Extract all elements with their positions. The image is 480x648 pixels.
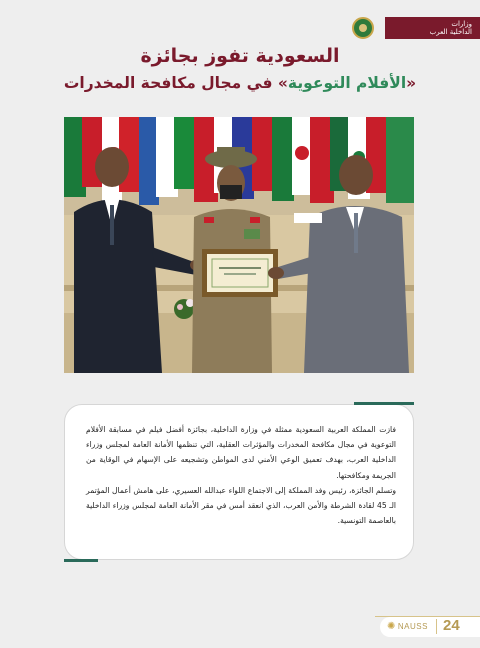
accent-line-top (354, 402, 414, 405)
section-header-line2: الداخلية العرب (429, 28, 472, 36)
page-number: 24 (443, 617, 460, 634)
section-header-band (385, 17, 480, 39)
nauss-brand (387, 621, 428, 632)
article-subtitle (0, 72, 480, 94)
section-header-line1: وزارات (451, 20, 472, 28)
accent-line-bottom (64, 559, 98, 562)
article-paragraph-1: فازت المملكة العربية السعودية ممثلة في وزارة الداخلية، بجائزة أفضل فيلم في مسابقة الأفلام التوعوية في مجال مكافحة المخدرات والمؤثرات العقلية، التي تنظمها الأمانة العامة لمجلس وزراء الداخلية العرب، بهدف تعميق الوعي الأمني لدى المواطن وتشجيعه على الإسهام في الوقاية من الجريمة ومكافحتها. (86, 425, 396, 480)
council-emblem-icon (352, 17, 374, 39)
nauss-brand-text: NAUSS (397, 622, 428, 631)
article-title: السعودية تفوز بجائزة (140, 45, 340, 67)
award-ceremony-photo (64, 117, 414, 373)
article-paragraph-2: وتسلم الجائزة، رئيس وفد المملكة إلى الاجتماع اللواء عبدالله العسيري، على هامش أعمال المؤتمر الـ 45 لقادة الشرطة والأمن العرب، الذي انعقد أمس في مقر الأمانة العامة لمجلس وزراء الداخلية بالعاصمة التونسية. (86, 485, 396, 526)
page-number-separator (436, 619, 437, 634)
quote-close: » (277, 74, 288, 92)
subtitle-rest: في مجال مكافحة المخدرات (63, 74, 278, 92)
article-body (86, 422, 396, 528)
nauss-logo-icon: ✺ (387, 621, 396, 632)
subtitle-quoted: الأفلام التوعوية (287, 74, 407, 92)
quote-open: « (406, 74, 417, 92)
